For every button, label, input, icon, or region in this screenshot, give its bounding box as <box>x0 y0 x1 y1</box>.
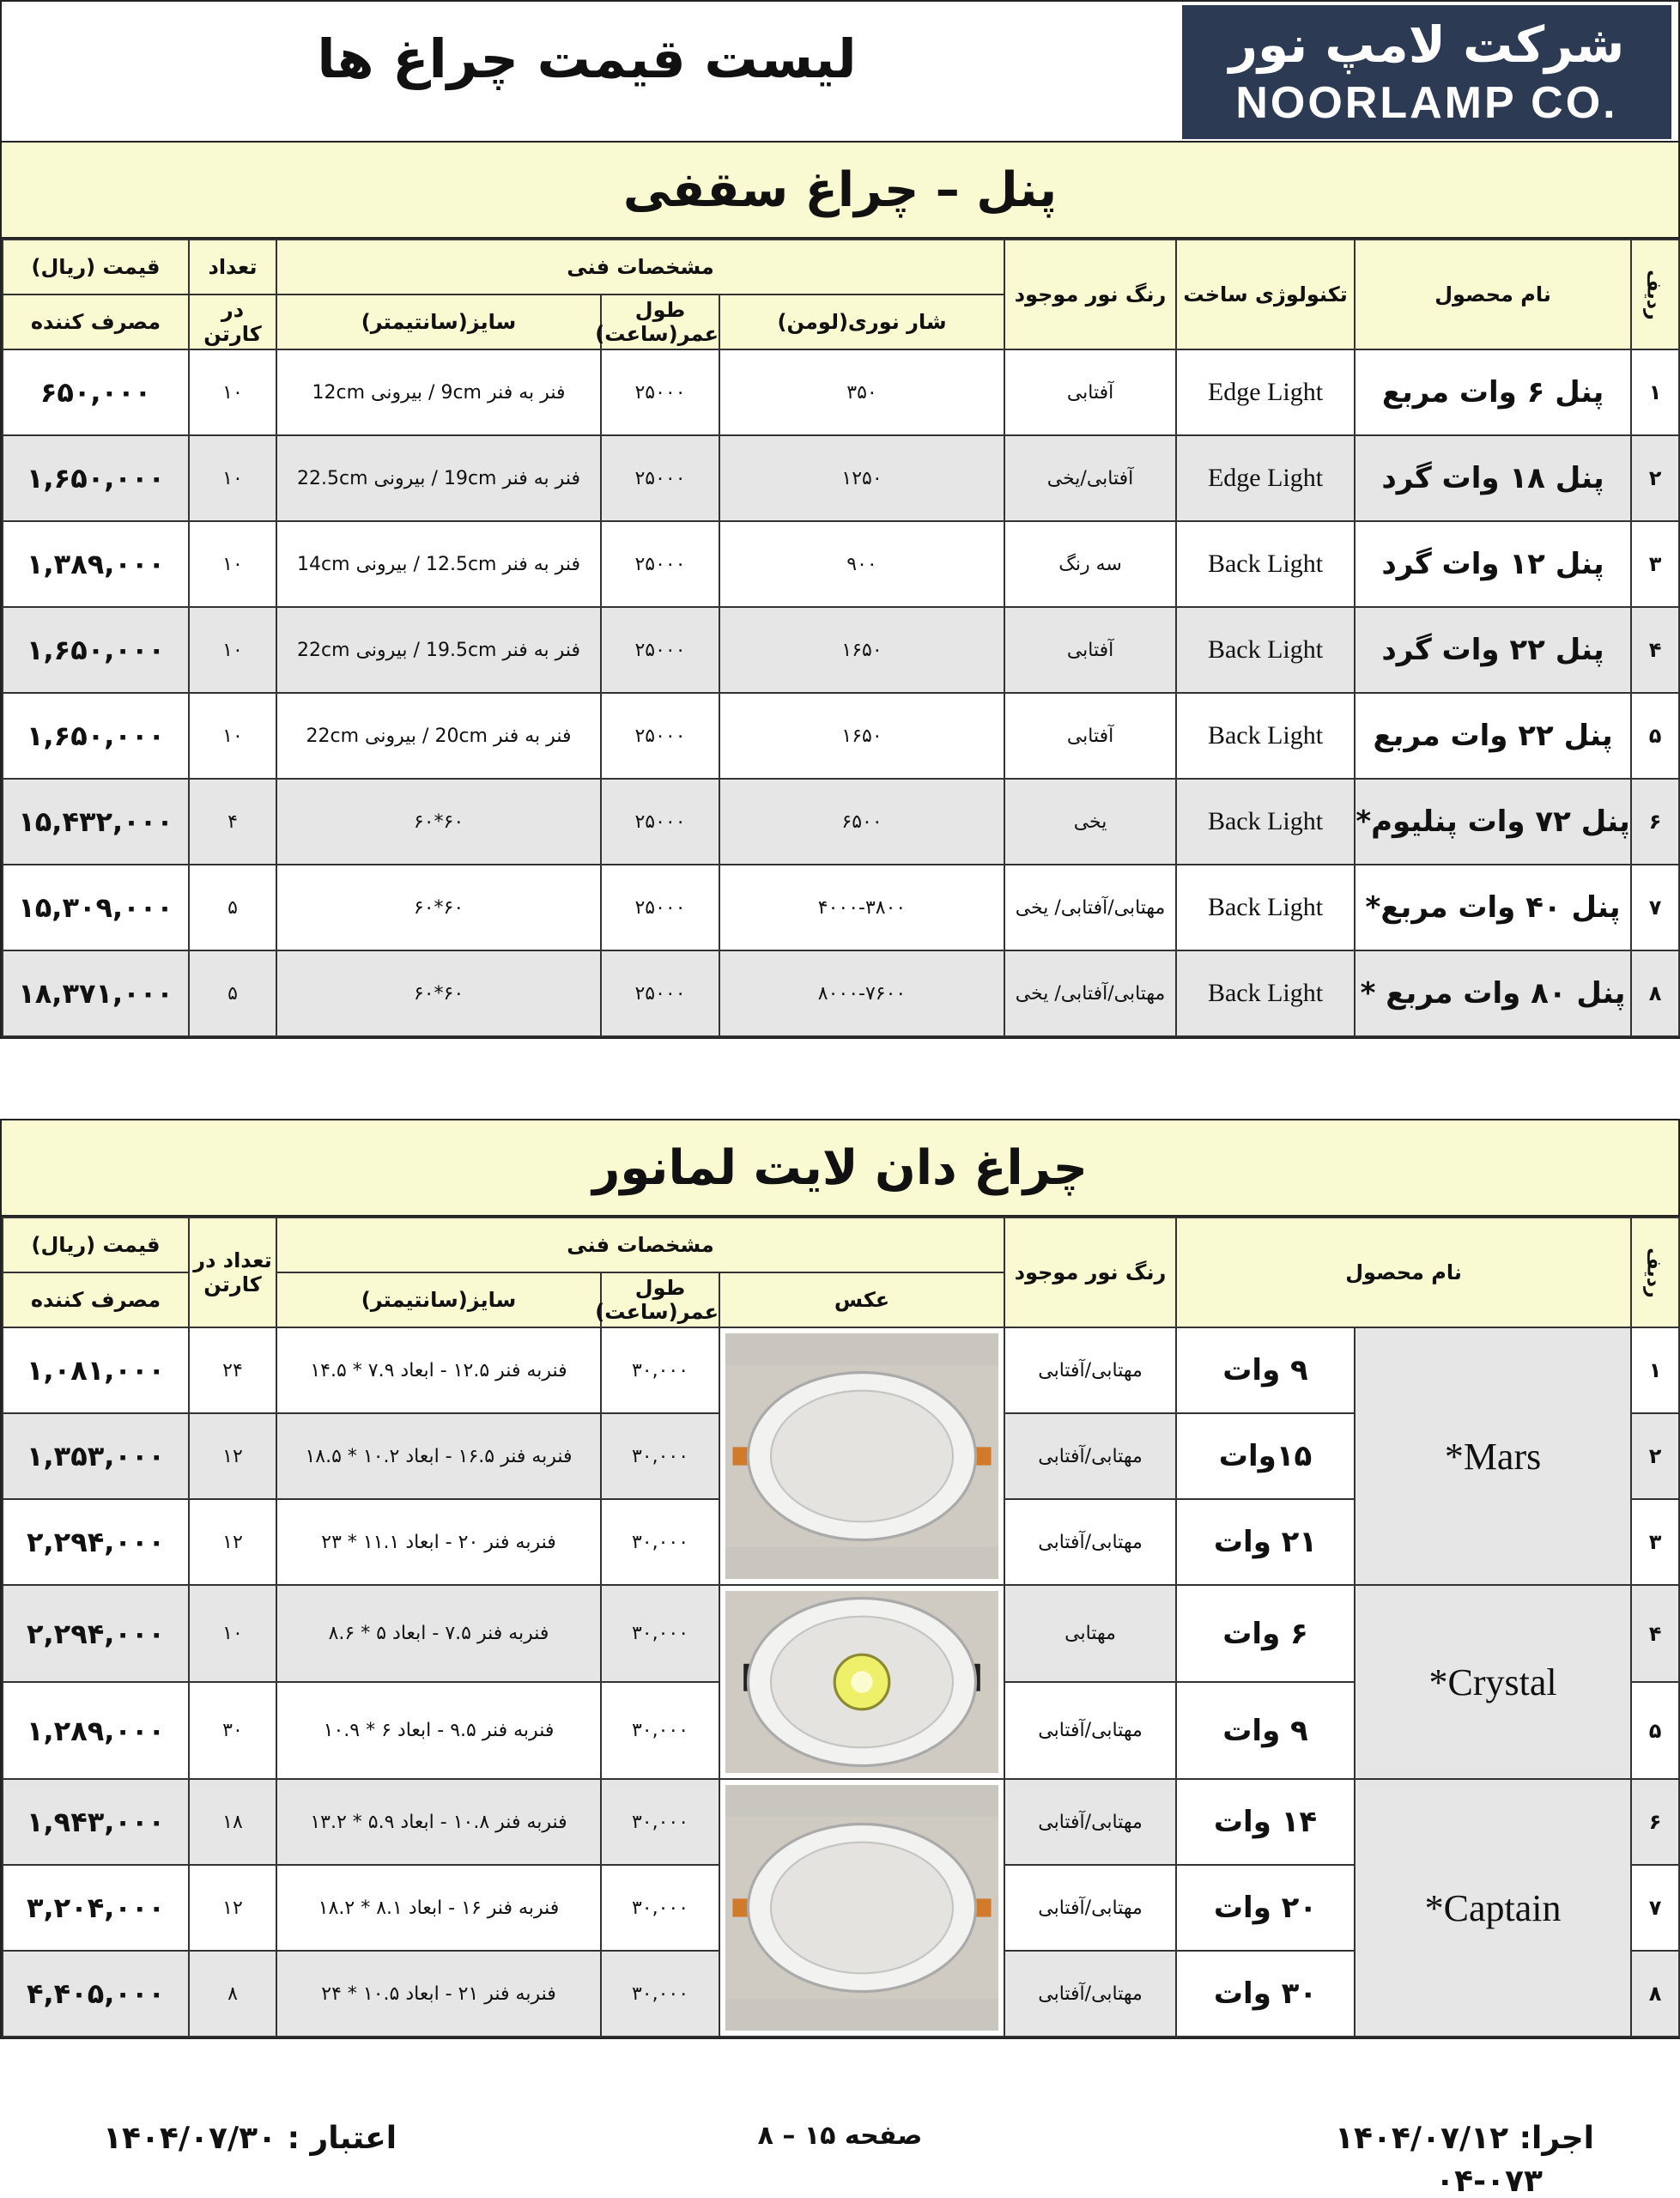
product-name: پنل ۶ وات مربع <box>1355 349 1631 435</box>
row-number: ۲ <box>1631 1413 1679 1499</box>
product-family: Mars* <box>1355 1327 1631 1585</box>
header-radif: ردیف <box>1631 240 1679 349</box>
row-number: ۴ <box>1631 607 1679 693</box>
light-color: مهتابی/آفتابی <box>1004 1779 1176 1865</box>
quantity: ۱۰ <box>189 521 276 607</box>
size: فنربه فنر ۲۰ - ابعاد ۱۱.۱ * ۲۳ <box>276 1499 601 1585</box>
row-number: ۸ <box>1631 1951 1679 2037</box>
quantity: ۴ <box>189 779 276 865</box>
header-lumen: شار نوری(لومن) <box>719 294 1004 349</box>
lumen: ۱۶۵۰ <box>719 607 1004 693</box>
price: ۱,۰۸۱,۰۰۰ <box>3 1327 189 1413</box>
size: فنر به فنر 19cm / بیرونی 22.5cm <box>276 435 601 521</box>
page-number: صفحه ۱۵ – ۸ <box>757 2121 923 2151</box>
quantity: ۱۸ <box>189 1779 276 1865</box>
downlight-icon <box>725 1333 998 1579</box>
quantity: ۵ <box>189 865 276 950</box>
downlight-photo <box>725 1591 998 1773</box>
header-tech-spec: مشخصات فنی <box>276 240 1004 294</box>
size: فنر به فنر 12.5cm / بیرونی 14cm <box>276 521 601 607</box>
quantity: ۱۰ <box>189 607 276 693</box>
header-radif: ردیف <box>1631 1217 1679 1327</box>
header-lifetime: طول عمر(ساعت) <box>601 1272 719 1327</box>
light-color: سه رنگ <box>1004 521 1176 607</box>
light-color: مهتابی/آفتابی <box>1004 1327 1176 1413</box>
quantity: ۲۴ <box>189 1327 276 1413</box>
quantity: ۱۰ <box>189 1585 276 1682</box>
lumen: ۳۵۰ <box>719 349 1004 435</box>
product-name: پنل ۴۰ وات مربع* <box>1355 865 1631 950</box>
technology: Edge Light <box>1176 349 1355 435</box>
product-family: Crystal* <box>1355 1585 1631 1779</box>
lifetime: ۳۰,۰۰۰ <box>601 1585 719 1682</box>
wattage: ۱۴ وات <box>1176 1779 1355 1865</box>
technology: Back Light <box>1176 950 1355 1036</box>
price: ۱,۶۵۰,۰۰۰ <box>3 607 189 693</box>
light-color: مهتابی <box>1004 1585 1176 1682</box>
wattage: ۱۵وات <box>1176 1413 1355 1499</box>
table-row <box>3 865 1679 950</box>
execution-date: اجرا: ۱۴۰۴/۰۷/۱۲ <box>1334 2121 1594 2156</box>
light-color: مهتابی/آفتابی/ یخی <box>1004 950 1176 1036</box>
header-tech-spec: مشخصات فنی <box>276 1217 1004 1272</box>
light-color: آفتابی <box>1004 349 1176 435</box>
row-number: ۵ <box>1631 693 1679 779</box>
lifetime: ۲۵۰۰۰ <box>601 607 719 693</box>
header-price-sub: مصرف کننده <box>3 1272 189 1327</box>
table-row <box>3 693 1679 779</box>
panel-price-table <box>2 239 1680 1037</box>
wattage: ۹ وات <box>1176 1327 1355 1413</box>
price: ۱,۶۵۰,۰۰۰ <box>3 693 189 779</box>
wattage: ۲۰ وات <box>1176 1865 1355 1951</box>
row-number: ۲ <box>1631 435 1679 521</box>
validity-date: اعتبار : ۱۴۰۴/۰۷/۳۰ <box>103 2121 397 2156</box>
header-technology: تکنولوژی ساخت <box>1176 240 1355 349</box>
product-name: پنل ۸۰ وات مربع * <box>1355 950 1631 1036</box>
header-quantity-sub: در کارتن <box>189 294 276 349</box>
header-quantity: تعداد در کارتن <box>189 1217 276 1327</box>
downlight-icon <box>725 1591 998 1773</box>
size: فنربه فنر ۱۰.۸ - ابعاد ۵.۹ * ۱۳.۲ <box>276 1779 601 1865</box>
header-quantity: تعداد <box>189 240 276 294</box>
table-row <box>3 779 1679 865</box>
size: فنربه فنر ۷.۵ - ابعاد ۵ * ۸.۶ <box>276 1585 601 1682</box>
lifetime: ۳۰,۰۰۰ <box>601 1865 719 1951</box>
wattage: ۲۱ وات <box>1176 1499 1355 1585</box>
size: ۶۰*۶۰ <box>276 950 601 1036</box>
price: ۱۸,۳۷۱,۰۰۰ <box>3 950 189 1036</box>
product-name: پنل ۲۲ وات مربع <box>1355 693 1631 779</box>
size: فنربه فنر ۲۱ - ابعاد ۱۰.۵ * ۲۴ <box>276 1951 601 2037</box>
product-name: پنل ۷۲ وات پنلیوم* <box>1355 779 1631 865</box>
panel-section-title: پنل – چراغ سقفی <box>2 143 1678 239</box>
table-row <box>3 607 1679 693</box>
downlight-section-title: چراغ دان لایت لمانور <box>2 1120 1678 1217</box>
lifetime: ۳۰,۰۰۰ <box>601 1499 719 1585</box>
lifetime: ۲۵۰۰۰ <box>601 779 719 865</box>
price: ۳,۲۰۴,۰۰۰ <box>3 1865 189 1951</box>
price: ۱,۳۵۳,۰۰۰ <box>3 1413 189 1499</box>
lumen: ۱۶۵۰ <box>719 693 1004 779</box>
lifetime: ۳۰,۰۰۰ <box>601 1779 719 1865</box>
light-color: مهتابی/آفتابی <box>1004 1499 1176 1585</box>
header-price: قیمت (ریال) <box>3 240 189 294</box>
header-price-sub: مصرف کننده <box>3 294 189 349</box>
lifetime: ۲۵۰۰۰ <box>601 521 719 607</box>
technology: Back Light <box>1176 693 1355 779</box>
header-product-name: نام محصول <box>1355 240 1631 349</box>
header-product-name: نام محصول <box>1176 1217 1631 1327</box>
downlight-icon <box>725 1785 998 2031</box>
page-footer <box>0 2112 1680 2198</box>
size: فنر به فنر 20cm / بیرونی 22cm <box>276 693 601 779</box>
lifetime: ۳۰,۰۰۰ <box>601 1327 719 1413</box>
document-title: لیست قیمت چراغ ها <box>317 27 857 90</box>
logo-persian-text: شرکت لامپ نور <box>1228 15 1625 74</box>
header-lifetime: طول عمر(ساعت) <box>601 294 719 349</box>
size: فنربه فنر ۱۶ - ابعاد ۸.۱ * ۱۸.۲ <box>276 1865 601 1951</box>
row-number: ۶ <box>1631 779 1679 865</box>
price: ۱۵,۴۳۲,۰۰۰ <box>3 779 189 865</box>
light-color: یخی <box>1004 779 1176 865</box>
lifetime: ۳۰,۰۰۰ <box>601 1951 719 2037</box>
table-row <box>3 435 1679 521</box>
price: ۶۵۰,۰۰۰ <box>3 349 189 435</box>
table-row <box>3 521 1679 607</box>
light-color: آفتابی/یخی <box>1004 435 1176 521</box>
lumen: ۸۰۰۰-۷۶۰۰ <box>719 950 1004 1036</box>
table-row <box>3 950 1679 1036</box>
row-number: ۷ <box>1631 865 1679 950</box>
lifetime: ۲۵۰۰۰ <box>601 435 719 521</box>
wattage: ۶ وات <box>1176 1585 1355 1682</box>
lumen: ۱۲۵۰ <box>719 435 1004 521</box>
size: فنربه فنر ۹.۵ - ابعاد ۶ * ۱۰.۹ <box>276 1682 601 1779</box>
price: ۲,۲۹۴,۰۰۰ <box>3 1499 189 1585</box>
product-name: پنل ۱۸ وات گرد <box>1355 435 1631 521</box>
table-row <box>3 1327 1679 1413</box>
row-number: ۳ <box>1631 1499 1679 1585</box>
light-color: آفتابی <box>1004 607 1176 693</box>
quantity: ۱۰ <box>189 349 276 435</box>
header-size: سایز(سانتیمتر) <box>276 294 601 349</box>
size: ۶۰*۶۰ <box>276 779 601 865</box>
quantity: ۸ <box>189 1951 276 2037</box>
lifetime: ۳۰,۰۰۰ <box>601 1682 719 1779</box>
quantity: ۱۲ <box>189 1499 276 1585</box>
price: ۴,۴۰۵,۰۰۰ <box>3 1951 189 2037</box>
downlight-photo <box>725 1785 998 2031</box>
light-color: مهتابی/آفتابی <box>1004 1413 1176 1499</box>
table-row <box>3 1779 1679 1865</box>
size: فنربه فنر ۱۶.۵ - ابعاد ۱۰.۲ * ۱۸.۵ <box>276 1413 601 1499</box>
lumen: ۹۰۰ <box>719 521 1004 607</box>
photo-cell <box>719 1585 1004 1779</box>
table-row <box>3 1585 1679 1682</box>
lifetime: ۲۵۰۰۰ <box>601 349 719 435</box>
price: ۱,۳۸۹,۰۰۰ <box>3 521 189 607</box>
row-number: ۶ <box>1631 1779 1679 1865</box>
size: ۶۰*۶۰ <box>276 865 601 950</box>
technology: Back Light <box>1176 865 1355 950</box>
price: ۱۵,۳۰۹,۰۰۰ <box>3 865 189 950</box>
size: فنربه فنر ۱۲.۵ - ابعاد ۷.۹ * ۱۴.۵ <box>276 1327 601 1413</box>
quantity: ۱۰ <box>189 693 276 779</box>
document-code: ۰۴-۰۷۳ <box>1435 2164 1543 2198</box>
light-color: مهتابی/آفتابی <box>1004 1951 1176 2037</box>
downlight-price-table <box>2 1217 1680 2037</box>
product-name: پنل ۲۲ وات گرد <box>1355 607 1631 693</box>
size: فنر به فنر 9cm / بیرونی 12cm <box>276 349 601 435</box>
photo-cell <box>719 1779 1004 2037</box>
quantity: ۳۰ <box>189 1682 276 1779</box>
header-light-color: رنگ نور موجود <box>1004 240 1176 349</box>
price: ۱,۶۵۰,۰۰۰ <box>3 435 189 521</box>
product-family: Captain* <box>1355 1779 1631 2037</box>
row-number: ۱ <box>1631 1327 1679 1413</box>
lumen: ۴۰۰۰-۳۸۰۰ <box>719 865 1004 950</box>
photo-cell <box>719 1327 1004 1585</box>
lifetime: ۳۰,۰۰۰ <box>601 1413 719 1499</box>
row-number: ۴ <box>1631 1585 1679 1682</box>
price: ۱,۹۴۳,۰۰۰ <box>3 1779 189 1865</box>
panel-section <box>0 141 1680 1039</box>
page-header <box>0 0 1680 143</box>
quantity: ۱۲ <box>189 1413 276 1499</box>
downlight-section <box>0 1119 1680 2039</box>
lifetime: ۲۵۰۰۰ <box>601 950 719 1036</box>
row-number: ۵ <box>1631 1682 1679 1779</box>
row-number: ۸ <box>1631 950 1679 1036</box>
wattage: ۳۰ وات <box>1176 1951 1355 2037</box>
header-price: قیمت (ریال) <box>3 1217 189 1272</box>
price: ۲,۲۹۴,۰۰۰ <box>3 1585 189 1682</box>
quantity: ۵ <box>189 950 276 1036</box>
technology: Back Light <box>1176 779 1355 865</box>
quantity: ۱۲ <box>189 1865 276 1951</box>
lumen: ۶۵۰۰ <box>719 779 1004 865</box>
price: ۱,۲۸۹,۰۰۰ <box>3 1682 189 1779</box>
row-number: ۱ <box>1631 349 1679 435</box>
header-size: سایز(سانتیمتر) <box>276 1272 601 1327</box>
lifetime: ۲۵۰۰۰ <box>601 865 719 950</box>
header-photo: عکس <box>719 1272 1004 1327</box>
technology: Back Light <box>1176 521 1355 607</box>
light-color: مهتابی/آفتابی <box>1004 1682 1176 1779</box>
header-light-color: رنگ نور موجود <box>1004 1217 1176 1327</box>
row-number: ۳ <box>1631 521 1679 607</box>
wattage: ۹ وات <box>1176 1682 1355 1779</box>
lifetime: ۲۵۰۰۰ <box>601 693 719 779</box>
quantity: ۱۰ <box>189 435 276 521</box>
table-row <box>3 349 1679 435</box>
row-number: ۷ <box>1631 1865 1679 1951</box>
technology: Edge Light <box>1176 435 1355 521</box>
light-color: مهتابی/آفتابی/ یخی <box>1004 865 1176 950</box>
light-color: مهتابی/آفتابی <box>1004 1865 1176 1951</box>
company-logo <box>1182 5 1671 139</box>
technology: Back Light <box>1176 607 1355 693</box>
product-name: پنل ۱۲ وات گرد <box>1355 521 1631 607</box>
size: فنر به فنر 19.5cm / بیرونی 22cm <box>276 607 601 693</box>
light-color: آفتابی <box>1004 693 1176 779</box>
logo-english-text: NOORLAMP CO. <box>1235 78 1618 128</box>
downlight-photo <box>725 1333 998 1579</box>
